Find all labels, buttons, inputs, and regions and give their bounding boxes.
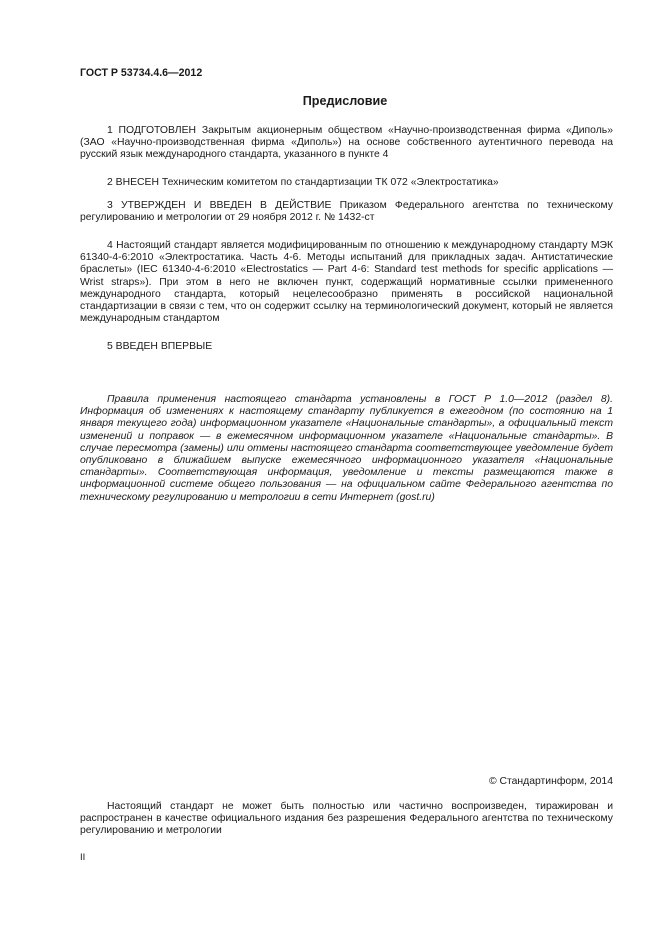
page-number: II [80, 852, 86, 863]
standard-code-header: ГОСТ Р 53734.4.6—2012 [80, 67, 203, 79]
paragraph-4-modification: 4 Настоящий стандарт является модифицированным по отношению к международному стандарту МЭК 61340-4-6:2010 «Электростатика. Часть 4-6. Методы испытаний для прикладных задач. Антистатические браслеты» (IEC 61340-4-6:2010 «Electrostatics — Part 4-6: Standard test methods for specific applications — Wrist straps»). При этом в него не включен пункт, содержащий нормативные ссылки примененного международного стандарта, который нецелесообразно применять в российской национальной стандартизации в связи с тем, что он содержит ссылку на терминологический документ, который не является международным стандартом [80, 240, 613, 325]
copyright-line: © Стандартинформ, 2014 [488, 776, 613, 787]
paragraph-3-approved: 3 УТВЕРЖДЕН И ВВЕДЕН В ДЕЙСТВИЕ Приказом Федерального агентства по техническому регулированию и метрологии от 29 ноября 2012 г. № 1432-ст [80, 200, 613, 224]
paragraph-1-prepared: 1 ПОДГОТОВЛЕН Закрытым акционерным обществом «Научно-производственная фирма «Диполь» (ЗАО «Научно-производственная фирма «Диполь») на основе собственного аутентичного перевода на русский язык международного стандарта, указанного в пункте 4 [80, 125, 613, 161]
page-title: Предисловие [302, 94, 388, 108]
paragraph-2-submitted: 2 ВНЕСЕН Техническим комитетом по стандартизации ТК 072 «Электростатика» [107, 177, 499, 188]
reproduction-notice: Настоящий стандарт не может быть полностью или частично воспроизведен, тиражирован и распространен в качестве официального издания без разрешения Федерального агентства по техническому регулированию и метрологии [80, 801, 613, 837]
application-rules-notice: Правила применения настоящего стандарта установлены в ГОСТ Р 1.0—2012 (раздел 8). Информация об изменениях к настоящему стандарту публикуется в ежегодном (по состоянию на 1 января текущего года) информационном указателе «Национальные стандарты», а официальный текст изменений и поправок — в ежемесячном информационном указателе «Национальные стандарты». В случае пересмотра (замены) или отмены настоящего стандарта соответствующее уведомление будет опубликовано в ближайшем выпуске ежемесячного информационного указателя «Национальные стандарты». Соответствующая информация, уведомление и тексты размещаются также в информационной системе общего пользования — на официальном сайте Федерального агентства по техническому регулированию и метрологии в сети Интернет (gost.ru) [80, 394, 613, 503]
paragraph-5-introduced: 5 ВВЕДЕН ВПЕРВЫЕ [107, 341, 213, 352]
